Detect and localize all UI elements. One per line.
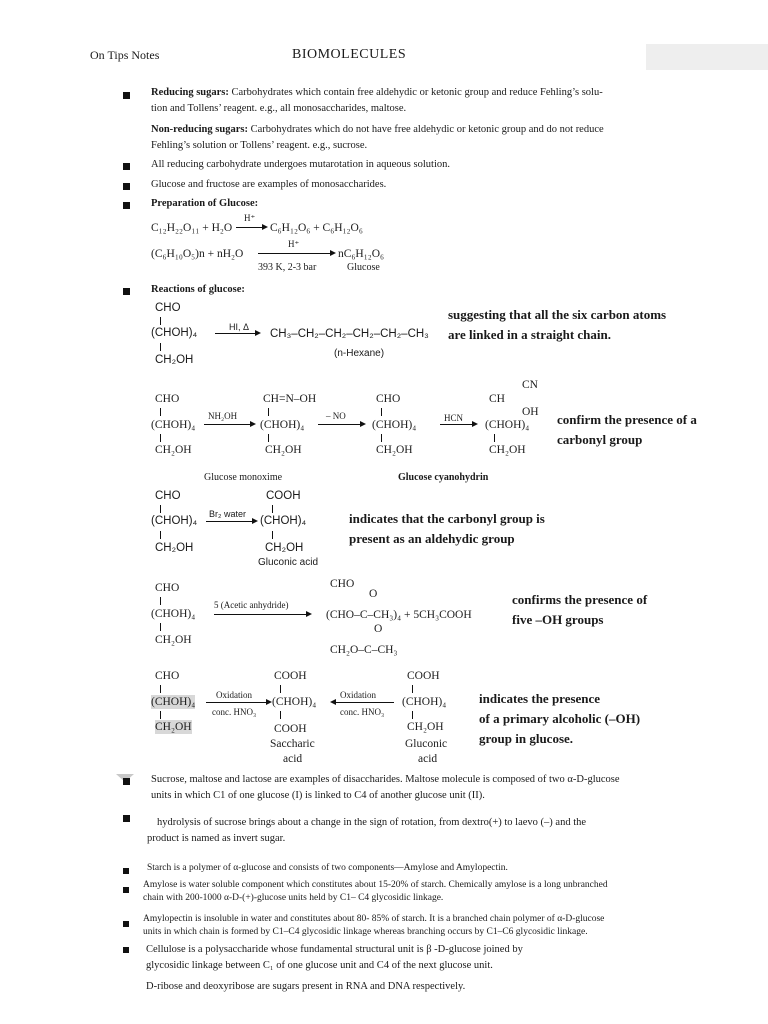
prep-eq1-arrow — [236, 227, 262, 228]
r4-note — [512, 590, 647, 630]
r1-choh: (CHOH)₄ — [151, 327, 198, 339]
r2-oxime-bot: CH₂OH — [265, 444, 302, 456]
bullet-marker — [123, 288, 130, 295]
r2-reagent: NH₂OH — [208, 411, 238, 421]
r1-note-line1: suggesting that all the six carbon atoms — [448, 307, 667, 322]
page-title: BIOMOLECULES — [292, 47, 407, 62]
disaccharides-line1: Sucrose, maltose and lactose are examples of disaccharides. Maltose molecule is composed of two α-D-glucose — [151, 774, 620, 785]
r5-ox-label: Oxidation — [216, 690, 252, 700]
bullet-marker — [123, 183, 130, 190]
invert-sugar-line1: hydrolysis of sucrose brings about a change in the sign of rotation, from dextro(+) to laevo (–) and the — [157, 817, 587, 828]
r2-name2: Glucose cyanohydrin — [398, 472, 489, 483]
r5-gluconic-name2: acid — [418, 753, 438, 765]
r3-cho: CHO — [155, 490, 181, 502]
r5-saccharic-name2: acid — [283, 753, 303, 765]
r3-reagent: Br₂ water — [209, 509, 247, 519]
invert-sugar-line2: product is named as invert sugar. — [147, 833, 286, 844]
r2-choh2: (CHOH)₄ — [372, 419, 417, 431]
ribose-text: D-ribose and deoxyribose are sugars present in RNA and DNA respectively. — [146, 981, 466, 992]
bond — [272, 505, 273, 513]
r2-ch: CH — [489, 393, 505, 405]
prep-eq1-left: C₁₂H₂₂O₁₁ + H₂O — [151, 222, 233, 234]
r1-ch2oh: CH₂OH — [155, 354, 194, 366]
r4-product-mid: (CHO–C–CH₃)₄ + 5CH₃COOH — [326, 609, 472, 621]
cellulose-text — [146, 942, 746, 974]
r5-arrow1 — [206, 702, 266, 703]
r2-arrowhead2 — [360, 421, 366, 427]
bond — [160, 317, 161, 325]
reducing-sugars-def2: tion and Tollens’ reagent. e.g., all monosaccharides, maltose. — [151, 103, 407, 114]
r5-gluconic-ch2oh: CH₂OH — [407, 721, 444, 733]
r1-product: CH₃–CH₂–CH₂–CH₂–CH₂–CH₃ — [270, 328, 429, 340]
r2-ch2oh: CH₂OH — [155, 444, 192, 456]
r3-choh2: (CHOH)₄ — [260, 515, 307, 527]
prep-eq2-catalyst: H⁺ — [288, 239, 300, 249]
r5-ox2-cond: conc. HNO₃ — [340, 707, 385, 717]
nonreducing-sugars-text — [151, 122, 711, 154]
disaccharides-line2: units in which C1 of one glucose (I) is linked to C4 of another glucose unit (II). — [151, 790, 485, 801]
r2-arrow1 — [204, 424, 250, 425]
prep-eq2-condition: 393 K, 2-3 bar — [258, 262, 317, 273]
r2-choh3: (CHOH)₄ — [485, 419, 530, 431]
r4-arrowhead — [306, 611, 312, 617]
bond — [160, 531, 161, 539]
r2-reagent2: – NO — [326, 411, 346, 421]
amylose-text — [143, 879, 753, 905]
bond — [160, 343, 161, 351]
bond — [160, 711, 161, 719]
reactions-heading: Reactions of glucose: — [151, 284, 245, 295]
bond — [160, 597, 161, 605]
r1-arrowhead — [255, 330, 261, 336]
r2-note-line2: carbonyl group — [557, 432, 643, 447]
disaccharides-text — [151, 772, 741, 804]
r3-ch2oh: CH₂OH — [155, 542, 194, 554]
r1-reagent: HI, Δ — [229, 322, 250, 332]
prep-eq1-right: C₆H₁₂O₆ + C₆H₁₂O₆ — [270, 222, 363, 234]
bond — [160, 623, 161, 631]
r3-note — [349, 509, 545, 549]
prep-eq2-left: (C₆H₁₀O₅)n + nH₂O — [151, 248, 244, 260]
invert-sugar-text — [147, 815, 737, 847]
r2-ch2oh3: CH₂OH — [489, 444, 526, 456]
bond — [272, 531, 273, 539]
r2-cho2: CHO — [376, 393, 401, 405]
r2-oxime-mid: (CHOH)₄ — [260, 419, 305, 431]
bond — [160, 408, 161, 416]
r1-note — [448, 305, 666, 345]
bond — [494, 434, 495, 442]
nonreducing-sugars-def2: Fehling’s solution or Tollens’ reagent. e.g., sucrose. — [151, 140, 368, 151]
r4-arrow — [214, 614, 306, 615]
r2-oh: OH — [522, 406, 539, 418]
r2-reagent3: HCN — [444, 413, 464, 423]
r2-cho: CHO — [155, 393, 180, 405]
r5-cho: CHO — [155, 670, 180, 682]
r4-ch2oh: CH₂OH — [155, 634, 192, 646]
r5-saccharic-cooh2: COOH — [274, 723, 307, 735]
r5-arrow2 — [336, 702, 394, 703]
r5-gluconic-choh: (CHOH)₄ — [402, 696, 447, 708]
r5-note-line1: indicates the presence — [479, 691, 601, 706]
r2-oxime-top: CH=N–OH — [263, 393, 317, 405]
r2-note — [557, 410, 697, 450]
prep-eq1-arrowhead — [262, 224, 268, 230]
r3-arrow — [206, 521, 252, 522]
cellulose-line1: Cellulose is a polysaccharide whose fundamental structural unit is β -D-glucose joined by — [146, 944, 523, 955]
r2-arrow2 — [318, 424, 360, 425]
r2-note-line1: confirm the presence of a — [557, 412, 697, 427]
starch-text: Starch is a polymer of α-glucose and consists of two components—Amylose and Amylopectin. — [147, 863, 508, 873]
r2-choh: (CHOH)₄ — [151, 419, 196, 431]
r4-note-line1: confirms the presence of — [512, 592, 648, 607]
r1-note-line2: are linked in a straight chain. — [448, 327, 612, 342]
r5-saccharic-choh: (CHOH)₄ — [272, 696, 317, 708]
monosaccharides-text: Glucose and fructose are examples of monosaccharides. — [151, 179, 387, 190]
r3-choh: (CHOH)₄ — [151, 515, 198, 527]
r3-note-line2: present as an aldehydic group — [349, 531, 515, 546]
r2-name1: Glucose monoxime — [204, 472, 283, 483]
cellulose-line2: glycosidic linkage between C₁ of one glucose unit and C4 of the next glucose unit. — [146, 960, 493, 971]
nonreducing-sugars-label: Non-reducing sugars: — [151, 124, 248, 135]
r3-arrowhead — [252, 518, 258, 524]
r1-cho: CHO — [155, 302, 181, 314]
prep-eq2-right: nC₆H₁₂O₆ — [338, 248, 385, 260]
r5-choh: (CHOH)₄ — [151, 696, 196, 708]
bond — [280, 685, 281, 693]
amylopectin-text — [143, 913, 753, 939]
bullet-marker — [123, 778, 130, 785]
prep-eq1-catalyst: H⁺ — [244, 213, 256, 223]
r2-arrowhead1 — [250, 421, 256, 427]
r4-cho: CHO — [155, 582, 180, 594]
nonreducing-sugars-def: Carbohydrates which do not have free aldehydic or ketonic group and do not reduce — [250, 124, 604, 135]
r5-saccharic-cooh1: COOH — [274, 670, 307, 682]
r4-reagent — [214, 600, 288, 610]
r5-note-line3: group in glucose. — [479, 731, 574, 746]
bond — [160, 434, 161, 442]
r5-gluconic-cooh: COOH — [407, 670, 440, 682]
bullet-marker — [123, 868, 129, 874]
reducing-sugars-text — [151, 85, 711, 117]
r3-name-text: Gluconic acid — [258, 557, 319, 568]
r3-cooh: COOH — [266, 490, 301, 502]
r4-product-bot: CH₂O–C–CH₃ — [330, 644, 398, 656]
mutarotation-text: All reducing carbohydrate undergoes mutarotation in aqueous solution. — [151, 159, 450, 170]
header-bar — [646, 44, 768, 70]
r4-choh: (CHOH)₄ — [151, 608, 196, 620]
r5-ch2oh: CH₂OH — [155, 721, 192, 733]
r5-gluconic-name1: Gluconic — [405, 738, 448, 750]
r5-ox2-label: Oxidation — [340, 690, 376, 700]
r5-ox-cond: conc. HNO₃ — [212, 707, 257, 717]
r2-arrow3 — [440, 424, 472, 425]
prep-eq2-arrowhead — [330, 250, 336, 256]
r5-note-line2: of a primary alcoholic (–OH) — [479, 711, 641, 726]
bullet-marker — [123, 202, 130, 209]
bullet-marker — [123, 92, 130, 99]
header-left: On Tips Notes — [90, 48, 160, 62]
r2-ch2oh2: CH₂OH — [376, 444, 413, 456]
r2-cn: CN — [522, 379, 538, 391]
bullet-marker — [123, 163, 130, 170]
prep-eq2-product-name: Glucose — [347, 262, 380, 273]
amylose-line1: Amylose is water soluble component which constitutes about 15-20% of starch. Chemically amylose is a long unbranched — [143, 880, 608, 890]
r4-product-o2: O — [374, 623, 383, 635]
amylose-line2: chain with 200-1000 α-D-(+)-glucose units held by C1– C4 glycosidic linkage. — [143, 893, 444, 903]
r3-ch2oh2: CH₂OH — [265, 542, 304, 554]
bullet-marker — [123, 947, 129, 953]
reducing-sugars-label: Reducing sugars: — [151, 87, 229, 98]
bond — [160, 505, 161, 513]
bond — [381, 434, 382, 442]
r2-arrowhead3 — [472, 421, 478, 427]
bond — [268, 434, 269, 442]
reducing-sugars-def: Carbohydrates which contain free aldehydic or ketonic group and reduce Fehling’s solu- — [231, 87, 603, 98]
bond — [268, 408, 269, 416]
r1-arrow — [215, 333, 255, 334]
bond — [412, 685, 413, 693]
bond — [160, 685, 161, 693]
bullet-marker — [123, 815, 130, 822]
bond — [381, 408, 382, 416]
r5-note — [479, 689, 640, 749]
r5-saccharic-name1: Saccharic — [270, 738, 315, 750]
r1-product-name: (n-Hexane) — [334, 348, 385, 359]
r3-note-line1: indicates that the carbonyl group is — [349, 511, 545, 526]
r4-reagent-text: 5 (Acetic anhydride) — [214, 600, 289, 610]
amylopectin-line1: Amylopectin is insoluble in water and constitutes about 80- 85% of starch. It is a branched chain polymer of α-D-glucose — [143, 914, 605, 924]
r3-name — [258, 557, 318, 568]
bond — [412, 711, 413, 719]
prep-eq2-arrow — [258, 253, 330, 254]
r4-product-o: O — [369, 588, 378, 600]
bond — [280, 711, 281, 719]
preparation-heading: Preparation of Glucose: — [151, 198, 259, 209]
r4-product-cho: CHO — [330, 578, 355, 590]
bullet-marker — [123, 887, 129, 893]
r4-note-line2: five –OH groups — [512, 612, 604, 627]
bullet-marker — [123, 921, 129, 927]
amylopectin-line2: units in which chain is formed by C1–C4 glycosidic linkage whereas branching occurs by C1–C6 glycosidic linkage. — [143, 927, 588, 937]
